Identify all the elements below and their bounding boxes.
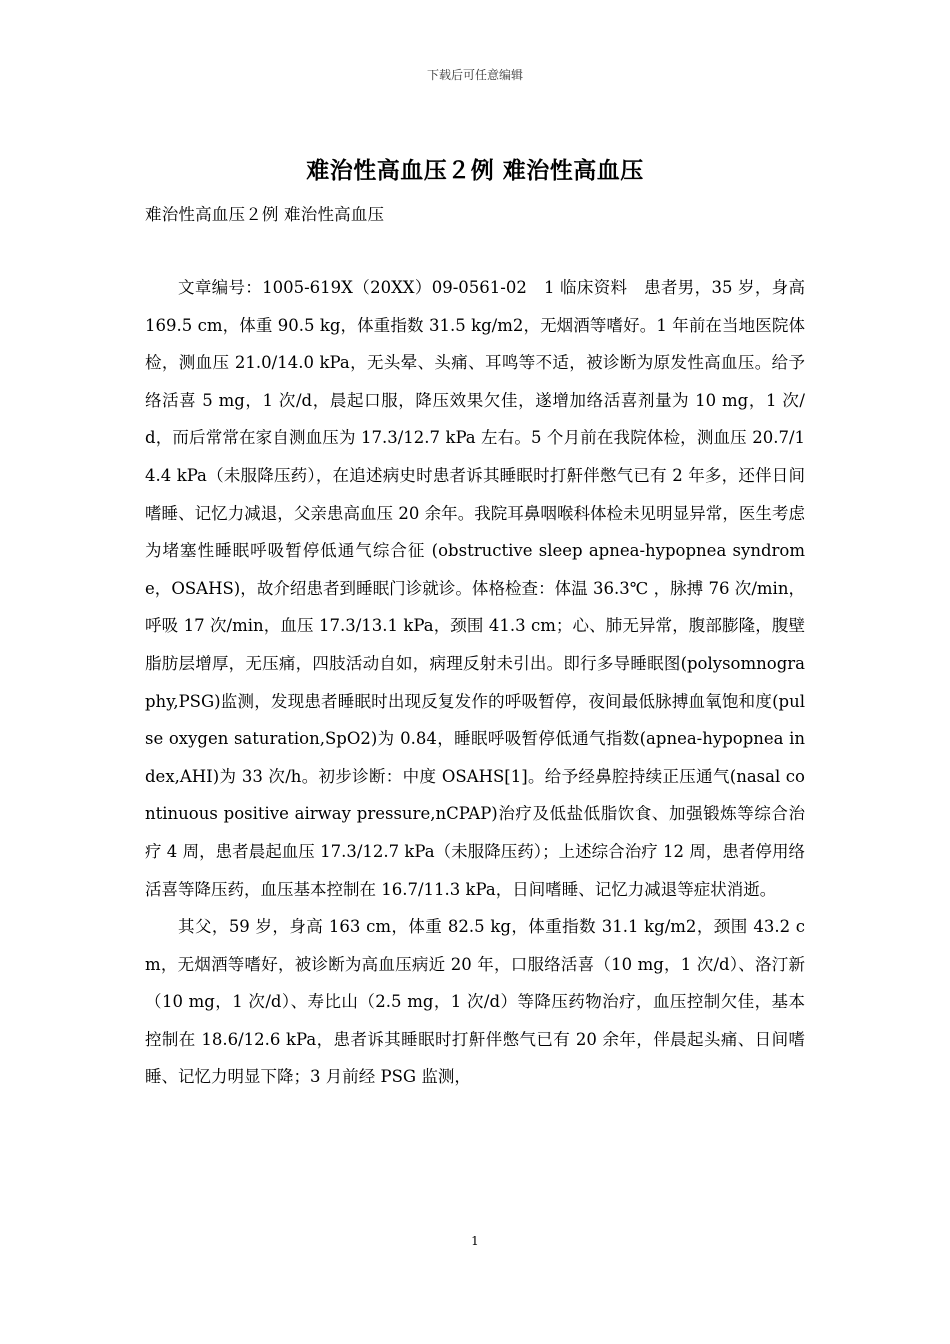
paragraph-case-2: 其父，59 岁，身高 163 cm，体重 82.5 kg，体重指数 31.1 kg/m2，颈围 43.2 cm，无烟酒等嗜好，被诊断为高血压病近 20 年，口服络活喜（10 mg，1 次/d）、洛汀新（10 mg，1 次/d）、寿比山（2.5 mg，1 次/d）等降压药物治疗，血压控制欠佳，基本控制在 18.6/12.6 kPa，患者诉其睡眠时打鼾伴憋气已有 20 余年，伴晨起头痛、日间嗜睡、记忆力明显下降；3 月前经 PSG 监测， [145,917,805,1087]
page-number: 1 [471,1234,479,1248]
document-body [145,269,805,1096]
document-subtitle: 难治性高血压２例 难治性高血压 [145,205,385,224]
document-title: 难治性高血压２例 难治性高血压 [306,157,644,184]
header-note: 下载后可任意编辑 [426,68,523,82]
paragraph-case-1: 文章编号：1005-619X（20XX）09-0561-02 1 临床资料 患者男，35 岁，身高 169.5 cm，体重 90.5 kg，体重指数 31.5 kg/m2，无烟酒等嗜好。1 年前在当地医院体检，测血压 21.0/14.0 kPa，无头晕、头痛、耳鸣等不适，被诊断为原发性高血压。给予络活喜 5 mg，1 次/d，晨起口服，降压效果欠佳，遂增加络活喜剂量为 10 mg，1 次/d，而后常常在家自测血压为 17.3/12.7 kPa 左右。5 个月前在我院体检，测血压 20.7/14.4 kPa（未服降压药），在追述病史时患者诉其睡眠时打鼾伴憋气已有 2 年多，还伴日间嗜睡、记忆力减退，父亲患高血压 20 余年。我院耳鼻咽喉科体检未见明显异常，医生考虑为堵塞性睡眠呼吸暂停低通气综合征 (obstructive sleep apnea-hypopnea syndrome，OSAHS)，故介绍患者到睡眠门诊就诊。体格检查：体温 36.3℃ ，脉搏 76 次/min，呼吸 17 次/min，血压 17.3/13.1 kPa，颈围 41.3 cm；心、肺无异常，腹部膨隆，腹壁脂肪层增厚，无压痛，四肢活动自如，病理反射未引出。即行多导睡眠图(polysomnography,PSG)监测，发现患者睡眠时出现反复发作的呼吸暂停，夜间最低脉搏血氧饱和度(pulse oxygen saturation,SpO2)为 0.84，睡眠呼吸暂停低通气指数(apnea-hypopnea index,AHI)为 33 次/h。初步诊断：中度 OSAHS[1]。给予经鼻腔持续正压通气(nasal continuous positive airway pressure,nCPAP)治疗及低盐低脂饮食、加强锻炼等综合治疗 4 周，患者晨起血压 17.3/12.7 kPa（未服降压药）；上述综合治疗 12 周，患者停用络活喜等降压药，血压基本控制在 16.7/11.3 kPa，日间嗜睡、记忆力减退等症状消逝。 [145,278,805,899]
